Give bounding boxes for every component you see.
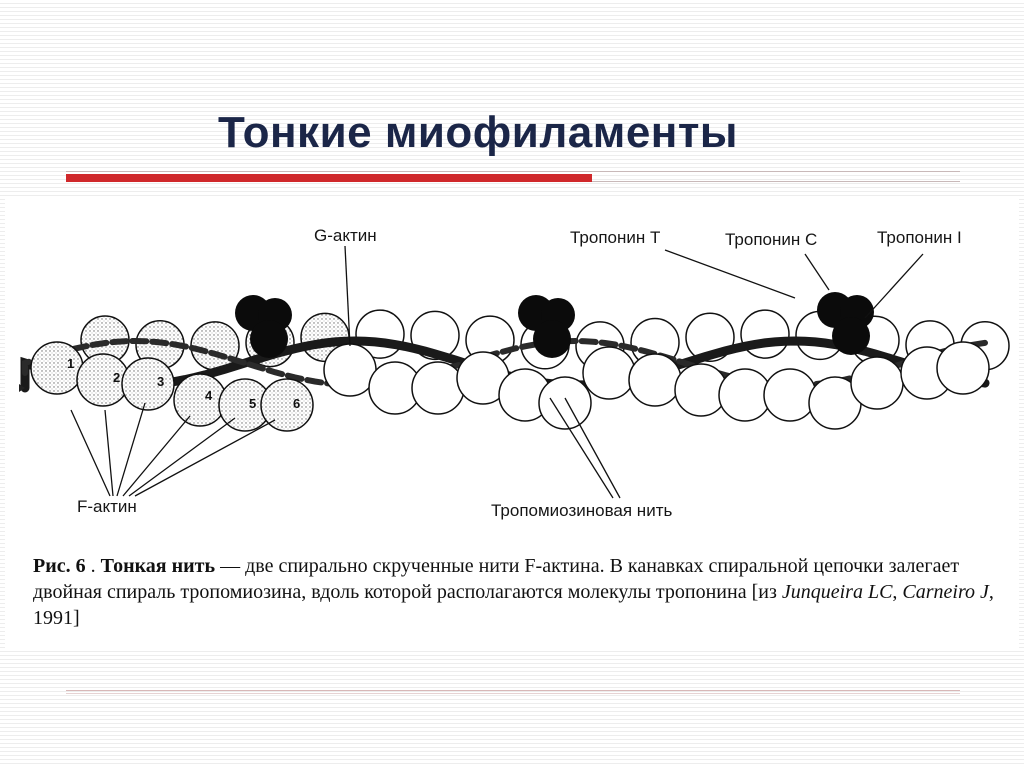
actin-monomer: [31, 342, 83, 394]
troponin-i-blob: [250, 320, 288, 358]
leader-line: [565, 398, 620, 498]
leader-line: [71, 410, 110, 496]
title-underline: [66, 170, 960, 186]
actin-monomer: [583, 347, 635, 399]
monomer-number: 3: [157, 374, 165, 389]
caption-author-1: Junqueira LC: [781, 581, 893, 603]
figure-caption: [33, 553, 1003, 631]
caption-bold-title: Тонкая нить: [100, 555, 216, 577]
slide-title: Тонкие миофиламенты: [218, 108, 738, 157]
actin-monomer: [741, 310, 789, 358]
actin-monomer: [77, 354, 129, 406]
monomer-number: 5: [249, 396, 257, 411]
title-rule-thin-right: [592, 181, 960, 182]
filament-drawing: [5, 198, 1019, 548]
leader-line: [117, 403, 145, 496]
leader-line: [105, 410, 113, 496]
leader-line: [805, 254, 829, 290]
monomer-number: 2: [113, 370, 121, 385]
label-f-actin: F-актин: [77, 497, 137, 516]
label-troponin-t: Тропонин T: [570, 228, 661, 247]
monomer-number: 1: [67, 356, 75, 371]
footer-rule-2: [66, 693, 960, 694]
label-tropomyosin: Тропомиозиновая нить: [491, 501, 673, 520]
thin-filament-figure: [5, 198, 1019, 650]
troponin-i-blob: [533, 320, 571, 358]
label-troponin-i: Тропонин I: [877, 228, 962, 247]
title-rule-thin: [66, 171, 960, 172]
footer-rule: [66, 690, 960, 691]
leader-line: [135, 420, 275, 496]
leader-line: [129, 418, 235, 496]
actin-monomer: [937, 342, 989, 394]
actin-monomer: [719, 369, 771, 421]
label-g-actin: G-актин: [314, 226, 377, 245]
actin-monomer: [122, 358, 174, 410]
actin-monomer: [629, 354, 681, 406]
monomer-number: 6: [293, 396, 301, 411]
actin-monomer: [764, 369, 816, 421]
caption-text: — две спирально скрученные нити F-актина. В канавках спиральной цепочки залегает двойная спираль тропомиозина, вдоль которой располагаются молекулы тропонина [из: [33, 555, 960, 603]
leader-line: [865, 254, 923, 318]
leader-line: [665, 250, 795, 298]
caption-year: , 1991]: [33, 581, 994, 629]
caption-comma: ,: [892, 581, 903, 603]
caption-author-2: Carneiro J: [902, 581, 989, 603]
actin-monomer: [851, 357, 903, 409]
actin-monomer: [324, 344, 376, 396]
caption-prefix: Рис.: [33, 555, 71, 577]
caption-number: 6: [75, 555, 86, 577]
title-rule-red: [66, 174, 592, 182]
label-troponin-c: Тропонин C: [725, 230, 818, 249]
actin-monomer: [412, 362, 464, 414]
caption-sep: .: [85, 555, 101, 577]
troponin-i-blob: [832, 317, 870, 355]
monomer-number: 4: [205, 388, 213, 403]
actin-monomer: [174, 374, 226, 426]
